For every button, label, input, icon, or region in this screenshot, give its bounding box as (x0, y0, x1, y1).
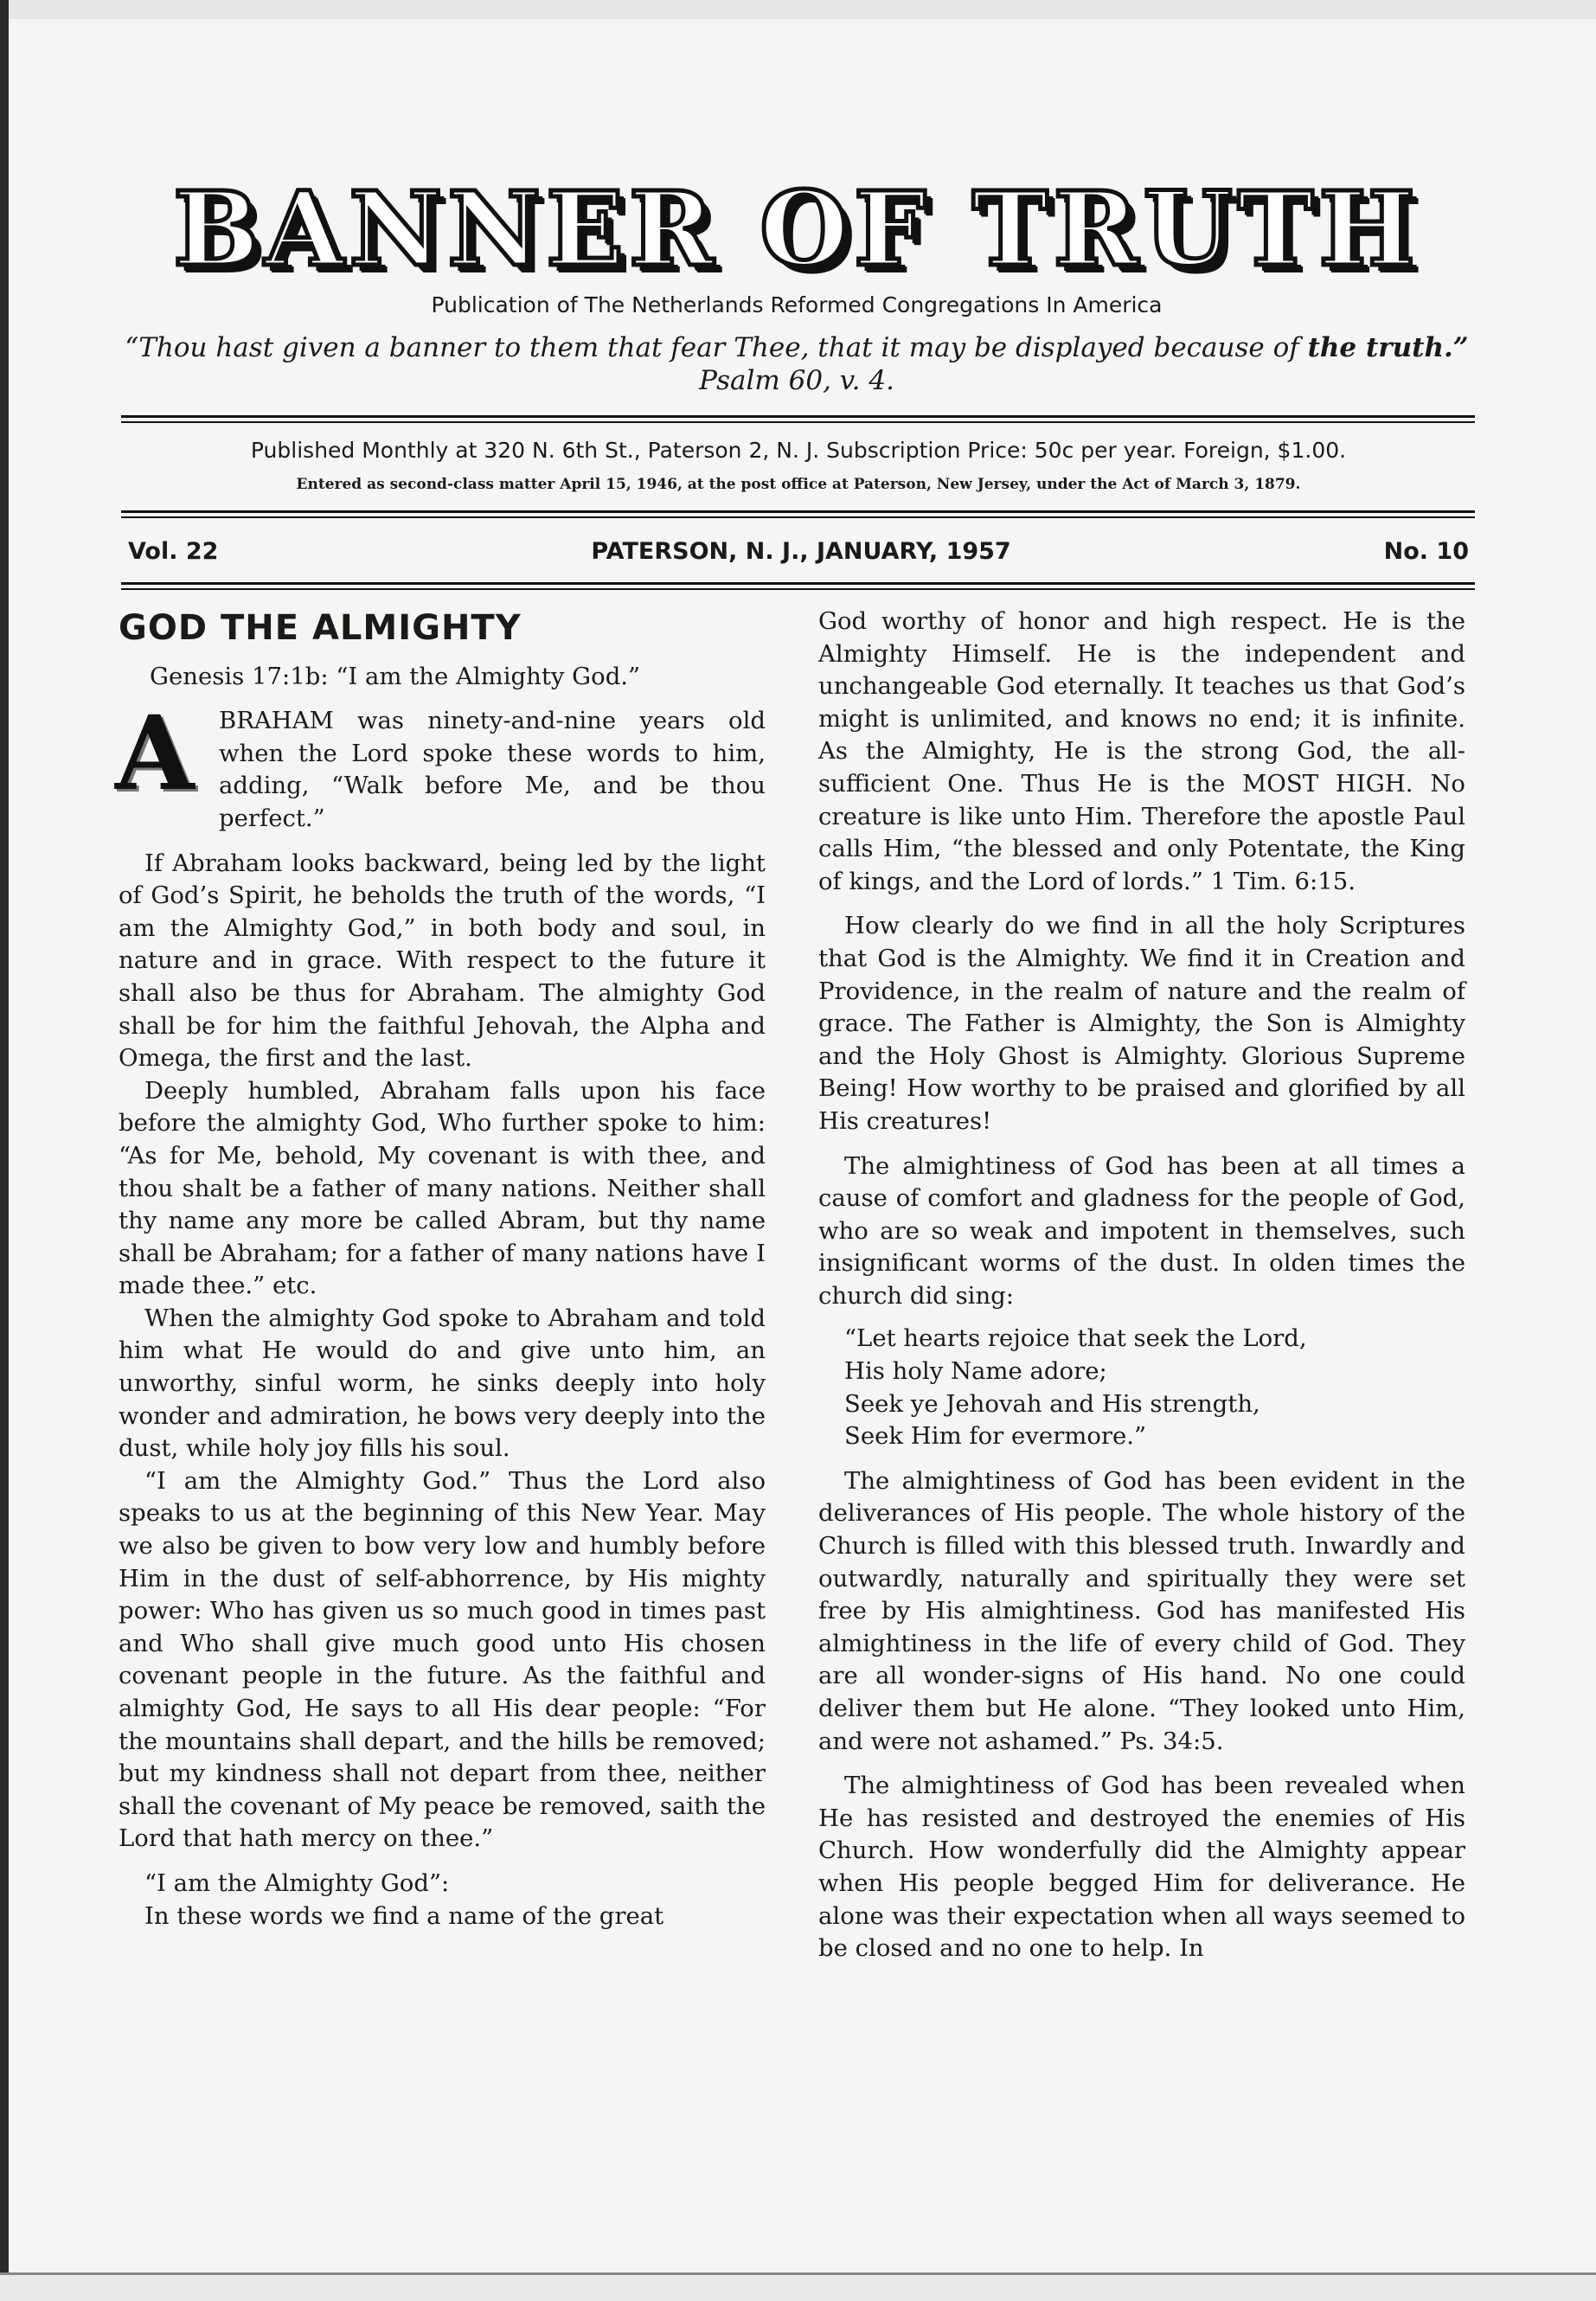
motto-text: “Thou hast given a banner to them that fear Thee, that it may be displayed because of (125, 332, 1308, 363)
paragraph: The almightiness of God has been evident in the deliverances of His people. The whole history of the Church is filled with this blessed truth. Inwardly and outwardly, naturally and spiritually they were set free by His almightiness. God has manifested His almightiness in the life of every child of God. They are all wonder-signs of His hand. No one could deliver them but He alone. “They looked unto Him, and were not ashamed.” Ps. 34:5. (818, 1466, 1465, 1755)
article-column-left (115, 606, 766, 1932)
mailing-entry-notice: Entered as second-class matter April 15, 1946, at the post office at Paterson, New Jersey, under the Act of March 3, 1879. (296, 476, 1301, 493)
hymn-verse (844, 1323, 1465, 1452)
drop-cap: A (115, 693, 195, 814)
rule-mid-1 (121, 510, 1475, 513)
paragraph: The almightiness of God has been at all times a cause of comfort and gladness for the people of God, who are so weak and impotent in themselves, such insignificant worms of the dust. In olden times the church did sing: (818, 1151, 1465, 1310)
first-paragraph: BRAHAM was ninety-and-nine years old when the Lord spoke these words to him, adding, “Walk before Me, and be thou perfect.” (219, 707, 766, 832)
publisher-line: Publication of The Netherlands Reformed Congregations In America (431, 292, 1163, 317)
rule-mid-2 (121, 516, 1475, 518)
hymn-line: “Let hearts rejoice that seek the Lord, (844, 1324, 1307, 1353)
motto-reference: Psalm 60, v. 4. (699, 365, 894, 396)
rule-top-1 (121, 415, 1475, 418)
motto (123, 331, 1471, 397)
rule-bottom-2 (121, 588, 1475, 590)
paragraph: “I am the Almighty God”: (144, 1868, 450, 1897)
dateline (128, 538, 1469, 565)
article-column-right (818, 606, 1465, 1965)
article-title: GOD THE ALMIGHTY (119, 608, 522, 648)
paragraph: Deeply humbled, Abraham falls upon his face before the almighty God, Who further spoke to him: “As for Me, behold, My covenant is with thee, and thou shalt be a father of many nations. Neither shall thy name any more be called Abram, but thy name shall be Abraham; for a father of many nations have I made thee.” etc. (119, 1076, 766, 1300)
scan-edge-top (0, 0, 1596, 19)
scan-edge-bottom (0, 2272, 1596, 2301)
paragraph: The almightiness of God has been revealed when He has resisted and destroyed the enemies of His Church. How wonderfully did the Almighty appear when His people begged Him for deliverance. He alone was their expectation when all ways seemed to be closed and no one to help. In (818, 1772, 1465, 1963)
paragraph: If Abraham looks backward, being led by the light of God’s Spirit, he beholds the truth of the words, “I am the Almighty God,” in both body and soul, in nature and in grace. With respect to the future it shall also be thus for Abraham. The almighty God shall be for him the faithful Jehovah, the Alpha and Omega, the first and the last. (119, 849, 766, 1073)
paragraph: In these words we find a name of the great (144, 1901, 664, 1930)
paragraph: God worthy of honor and high respect. He is the Almighty Himself. He is the independent and unchangeable God eternally. It teaches us that God’s might is unlimited, and knows no end; it is infinite. As the Almighty, He is the strong God, the all-sufficient One. Thus He is the MOST HIGH. No creature is like unto Him. Therefore the apostle Paul calls Him, “the blessed and only Potentate, the King of kings, and the Lord of lords.” 1 Tim. 6:15. (818, 607, 1465, 895)
scan-edge-left (0, 0, 9, 2301)
volume-label: Vol. 22 (128, 538, 219, 565)
hymn-line: Seek Him for evermore.” (844, 1422, 1147, 1451)
paragraph: How clearly do we find in all the holy Scriptures that God is the Almighty. We find it in Creation and Providence, in the realm of nature and the realm of grace. The Father is Almighty, the Son is Almighty and the Holy Ghost is Almighty. Glorious Supreme Being! How worthy to be praised and glorified by all His creatures! (818, 912, 1465, 1135)
subscription-info: Published Monthly at 320 N. 6th St., Paterson 2, N. J. Subscription Price: 50c per year. Foreign, $1.00. (250, 438, 1347, 463)
motto-emphasis: the truth.” (1307, 332, 1469, 363)
issue-number: No. 10 (1383, 538, 1469, 565)
opening-paragraph (115, 693, 766, 835)
place-date: PATERSON, N. J., JANUARY, 1957 (591, 538, 1011, 565)
masthead-title: BANNER OF TRUTH (173, 169, 1420, 289)
paragraph: When the almighty God spoke to Abraham and told him what He would do and give unto him, an unworthy, sinful worm, he sinks deeply into holy wonder and admiration, he bows very deeply into the dust, while holy joy fills his soul. (119, 1304, 766, 1463)
paragraph: “I am the Almighty God.” Thus the Lord also speaks to us at the beginning of this New Year. May we also be given to bow very low and humbly before Him in the dust of self-abhorrence, by His mighty power: Who has given us so much good in times past and Who shall give much good unto His chosen covenant people in the future. As the faithful and almighty God, He says to all His dear people: “For the mountains shall depart, and the hills be removed; but my kindness shall not depart from thee, neither shall the covenant of My peace be removed, saith the Lord that hath mercy on thee.” (119, 1466, 766, 1853)
scripture-reference: Genesis 17:1b: “I am the Almighty God.” (150, 662, 641, 690)
hymn-line: His holy Name adore; (844, 1357, 1107, 1386)
rule-top-2 (121, 421, 1475, 423)
hymn-line: Seek ye Jehovah and His strength, (844, 1389, 1260, 1418)
rule-bottom-1 (121, 582, 1475, 585)
